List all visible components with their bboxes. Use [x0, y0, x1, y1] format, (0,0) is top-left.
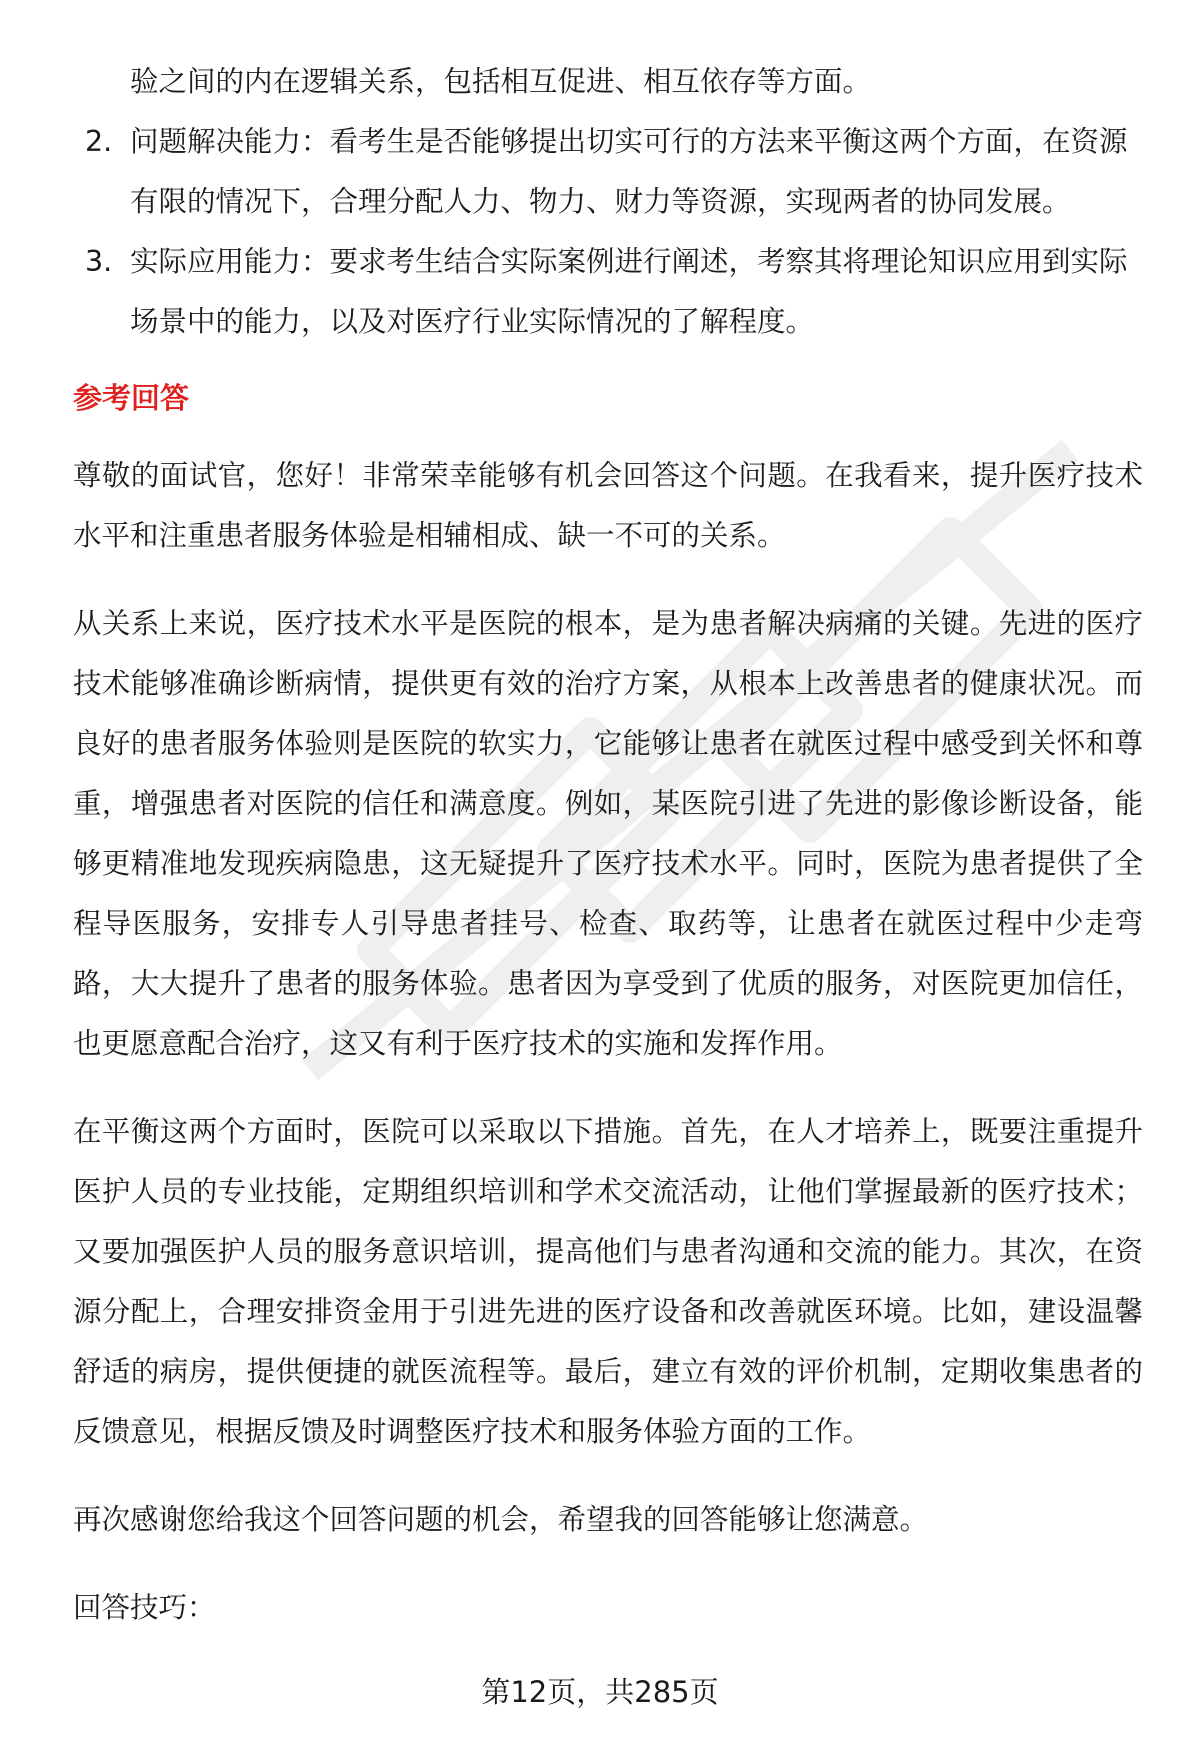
criteria-item	[73, 232, 1143, 352]
answer-paragraph: 尊敬的面试官，您好！非常荣幸能够有机会回答这个问题。在我看来，提升医疗技术水平和注重患者服务体验是相辅相成、缺一不可的关系。	[73, 459, 1143, 552]
page-footer: 第12页，共285页	[481, 1675, 719, 1709]
criteria-item	[73, 112, 1143, 232]
answer-paragraph: 从关系上来说，医疗技术水平是医院的根本，是为患者解决病痛的关键。先进的医疗技术能够准确诊断病情，提供更有效的治疗方案，从根本上改善患者的健康状况。而良好的患者服务体验则是医院的软实力，它能够让患者在就医过程中感受到关怀和尊重，增强患者对医院的信任和满意度。例如，某医院引进了先进的影像诊断设备，能够更精准地发现疾病隐患，这无疑提升了医疗技术水平。同时，医院为患者提供了全程导医服务，安排专人引导患者挂号、检查、取药等，让患者在就医过程中少走弯路，大大提升了患者的服务体验。患者因为享受到了优质的服务，对医院更加信任，也更愿意配合治疗，这又有利于医疗技术的实施和发挥作用。	[73, 607, 1143, 1060]
document-body	[73, 52, 1143, 1638]
criteria-list	[73, 112, 1143, 352]
answer-paragraph: 再次感谢您给我这个回答问题的机会，希望我的回答能够让您满意。	[73, 1503, 929, 1536]
criteria-continuation-text: 验之间的内在逻辑关系，包括相互促进、相互依存等方面。	[130, 65, 872, 98]
section-heading-reference-answer: 参考回答	[73, 381, 190, 415]
tips-label: 回答技巧：	[73, 1591, 216, 1624]
answer-paragraph: 在平衡这两个方面时，医院可以采取以下措施。首先，在人才培养上，既要注重提升医护人员的专业技能，定期组织培训和学术交流活动，让他们掌握最新的医疗技术；又要加强医护人员的服务意识培训，提高他们与患者沟通和交流的能力。其次，在资源分配上，合理安排资金用于引进先进的医疗设备和改善就医环境。比如，建设温馨舒适的病房，提供便捷的就医流程等。最后，建立有效的评价机制，定期收集患者的反馈意见，根据反馈及时调整医疗技术和服务体验方面的工作。	[73, 1115, 1143, 1448]
criteria-number: 3.	[85, 245, 113, 278]
criteria-number: 2.	[85, 125, 113, 158]
criteria-text: 问题解决能力：看考生是否能够提出切实可行的方法来平衡这两个方面，在资源有限的情况下，合理分配人力、物力、财力等资源，实现两者的协同发展。	[130, 125, 1128, 218]
criteria-text: 实际应用能力：要求考生结合实际案例进行阐述，考察其将理论知识应用到实际场景中的能力，以及对医疗行业实际情况的了解程度。	[130, 245, 1128, 338]
